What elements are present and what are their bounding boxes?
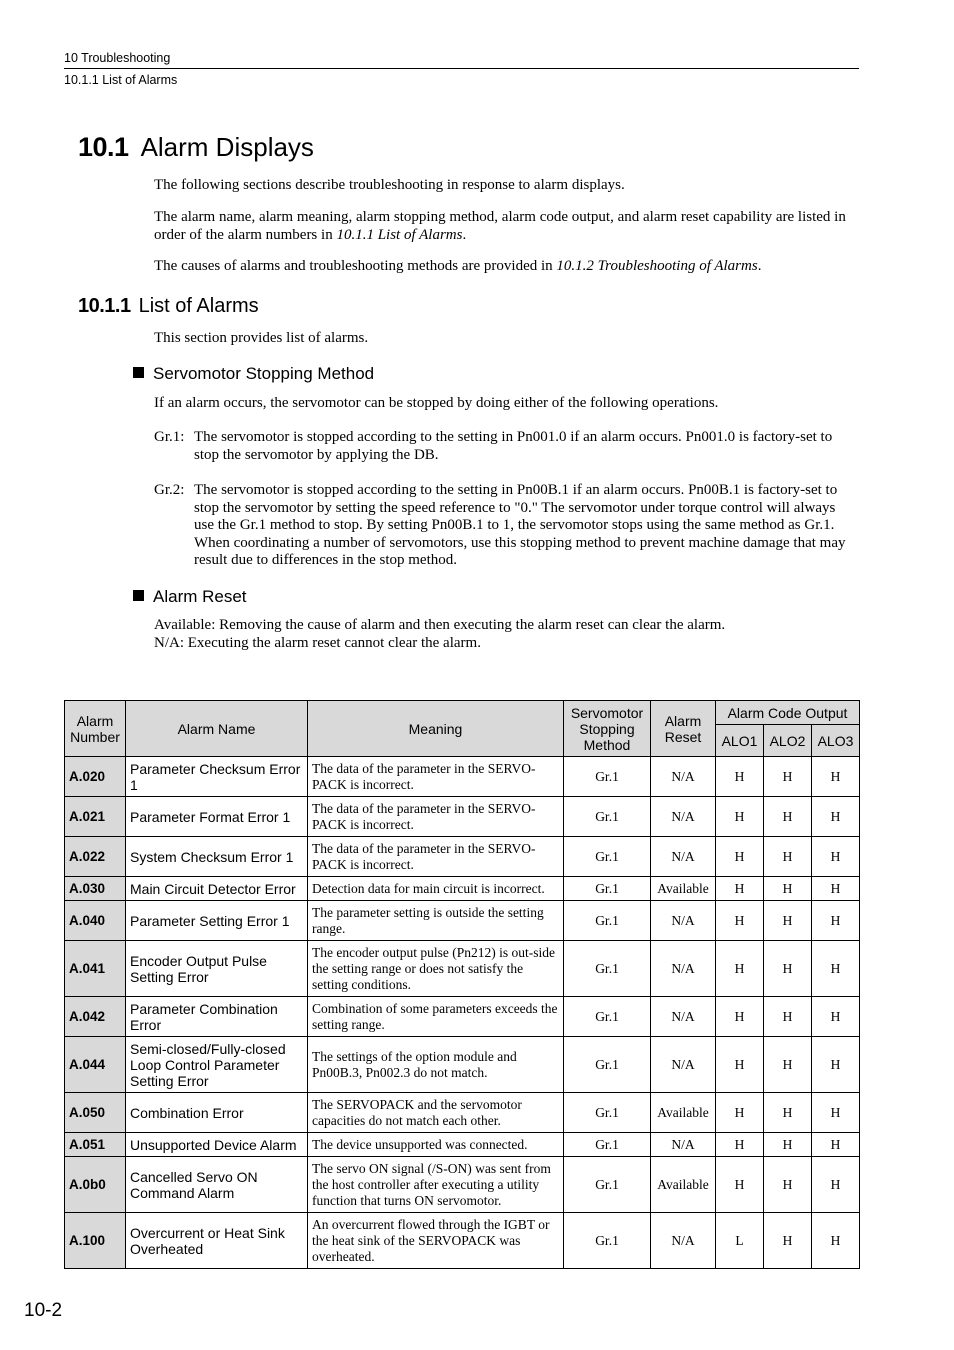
intro-paragraph-2: [154, 208, 859, 244]
alarm-reset-title: Alarm Reset: [153, 587, 247, 606]
stopping-method-title: Servomotor Stopping Method: [153, 364, 375, 383]
header-meaning: Meaning: [308, 701, 564, 757]
alarm-number-cell: A.044: [65, 1037, 126, 1093]
alo1-cell: H: [716, 1037, 764, 1093]
section-heading-title: Alarm Displays: [140, 132, 314, 162]
subsection-intro: This section provides list of alarms.: [154, 330, 369, 346]
alarm-number-cell: A.040: [65, 901, 126, 941]
table-row: [65, 877, 860, 901]
alarm-reset-cell: N/A: [651, 1133, 716, 1157]
alarm-reset-cell: N/A: [651, 757, 716, 797]
alo3-cell: H: [812, 901, 860, 941]
alo1-cell: H: [716, 837, 764, 877]
alarm-reset-cell: Available: [651, 877, 716, 901]
subsection-heading: [78, 295, 259, 318]
table-row: [65, 1093, 860, 1133]
alarm-number-cell: A.020: [65, 757, 126, 797]
stopping-method-cell: Gr.1: [564, 877, 651, 901]
header-alarm-code-output: Alarm Code Output: [716, 701, 860, 725]
alo3-cell: H: [812, 941, 860, 997]
alo1-cell: H: [716, 1157, 764, 1213]
intro-paragraph-3: [154, 257, 859, 275]
alarm-meaning-cell: The data of the parameter in the SERVO-PACK is incorrect.: [308, 757, 564, 797]
alarm-number-cell: A.042: [65, 997, 126, 1037]
alarm-name-cell: Main Circuit Detector Error: [126, 877, 308, 901]
alarm-reset-text: [154, 616, 859, 652]
alarm-name-cell: Cancelled Servo ON Command Alarm: [126, 1157, 308, 1213]
alo3-cell: H: [812, 877, 860, 901]
page-number: 10-2: [24, 1300, 63, 1321]
alarm-name-cell: Combination Error: [126, 1093, 308, 1133]
table-row: [65, 1037, 860, 1093]
alarm-table: [64, 700, 860, 1269]
alarm-reset-cell: N/A: [651, 837, 716, 877]
alarm-table-body: [65, 757, 860, 1269]
stopping-method-cell: Gr.1: [564, 941, 651, 997]
alarm-meaning-cell: The SERVOPACK and the servomotor capacities do not match each other.: [308, 1093, 564, 1133]
alo2-cell: H: [764, 877, 812, 901]
alo1-cell: H: [716, 1133, 764, 1157]
table-row: [65, 757, 860, 797]
alarm-meaning-cell: An overcurrent flowed through the IGBT or the heat sink of the SERVOPACK was overheated.: [308, 1213, 564, 1269]
header-alarm-reset: Alarm Reset: [651, 701, 716, 757]
intro-paragraph-2-end: .: [462, 227, 467, 243]
subsection-heading-number: 10.1.1: [78, 295, 131, 317]
alarm-reset-cell: N/A: [651, 901, 716, 941]
alarm-name-cell: Semi-closed/Fully-closed Loop Control Parameter Setting Error: [126, 1037, 308, 1093]
alarm-name-cell: Encoder Output Pulse Setting Error: [126, 941, 308, 997]
alarm-reset-cell: N/A: [651, 1037, 716, 1093]
alarm-meaning-cell: The data of the parameter in the SERVO-PACK is incorrect.: [308, 797, 564, 837]
alarm-number-cell: A.100: [65, 1213, 126, 1269]
alo3-cell: H: [812, 1213, 860, 1269]
alarm-reset-cell: Available: [651, 1093, 716, 1133]
header-alo1: ALO1: [716, 725, 764, 757]
running-head-section: 10.1.1 List of Alarms: [64, 73, 178, 87]
stopping-method-cell: Gr.1: [564, 837, 651, 877]
alarm-meaning-cell: The servo ON signal (/S-ON) was sent from the host controller after executing a utility function that turns ON servomotor.: [308, 1157, 564, 1213]
gr2-item: [154, 482, 859, 570]
alo2-cell: H: [764, 1133, 812, 1157]
header-alarm-number: Alarm Number: [65, 701, 126, 757]
bullet-square-icon: [133, 367, 144, 378]
alarm-table-header: [65, 701, 860, 757]
alarm-meaning-cell: The parameter setting is outside the setting range.: [308, 901, 564, 941]
alo2-cell: H: [764, 1093, 812, 1133]
stopping-method-cell: Gr.1: [564, 901, 651, 941]
alarm-name-cell: System Checksum Error 1: [126, 837, 308, 877]
stopping-method-cell: Gr.1: [564, 1157, 651, 1213]
stopping-method-cell: Gr.1: [564, 1133, 651, 1157]
alo1-cell: H: [716, 797, 764, 837]
table-row: [65, 837, 860, 877]
stopping-method-cell: Gr.1: [564, 1093, 651, 1133]
table-row: [65, 797, 860, 837]
stopping-method-cell: Gr.1: [564, 797, 651, 837]
header-alo2: ALO2: [764, 725, 812, 757]
header-alo3: ALO3: [812, 725, 860, 757]
alarm-reset-cell: N/A: [651, 941, 716, 997]
table-row: [65, 997, 860, 1037]
alarm-reset-cell: N/A: [651, 797, 716, 837]
cross-reference-troubleshooting: 10.1.2 Troubleshooting of Alarms: [556, 258, 758, 274]
alo3-cell: H: [812, 837, 860, 877]
stopping-method-cell: Gr.1: [564, 1037, 651, 1093]
alo2-cell: H: [764, 1157, 812, 1213]
alarm-name-cell: Parameter Format Error 1: [126, 797, 308, 837]
alo3-cell: H: [812, 997, 860, 1037]
gr1-item: [154, 429, 859, 464]
alo1-cell: H: [716, 997, 764, 1037]
alarm-meaning-cell: The settings of the option module and Pn00B.3, Pn002.3 do not match.: [308, 1037, 564, 1093]
alo2-cell: H: [764, 1037, 812, 1093]
intro-paragraph-3-end: .: [757, 258, 762, 274]
alo3-cell: H: [812, 757, 860, 797]
alarm-name-cell: Overcurrent or Heat Sink Overheated: [126, 1213, 308, 1269]
alarm-meaning-cell: The encoder output pulse (Pn212) is out-side the setting range or does not satisfy the setting conditions.: [308, 941, 564, 997]
table-row: [65, 1213, 860, 1269]
alo3-cell: H: [812, 1037, 860, 1093]
alarm-number-cell: A.022: [65, 837, 126, 877]
alarm-number-cell: A.050: [65, 1093, 126, 1133]
table-row: [65, 1157, 860, 1213]
subsection-heading-title: List of Alarms: [138, 295, 259, 317]
alo2-cell: H: [764, 901, 812, 941]
alo3-cell: H: [812, 1093, 860, 1133]
alo1-cell: H: [716, 877, 764, 901]
alarm-meaning-cell: The data of the parameter in the SERVO-PACK is incorrect.: [308, 837, 564, 877]
intro-paragraph-2-text: The alarm name, alarm meaning, alarm stopping method, alarm code output, and alarm reset capability are listed in order of the alarm numbers in: [154, 209, 846, 243]
table-row: [65, 1133, 860, 1157]
running-head-chapter: 10 Troubleshooting: [64, 50, 859, 69]
alarm-meaning-cell: Detection data for main circuit is incorrect.: [308, 877, 564, 901]
table-row: [65, 901, 860, 941]
gr2-text: The servomotor is stopped according to the setting in Pn00B.1 if an alarm occurs. Pn00B.1 is factory-set to stop the servomotor by setting the speed reference to "0." The servomotor under torque control will always use the Gr.1 method to stop. By setting Pn00B.1 to 1, the servomotor stops using the same method as Gr.1. When coordinating a number of servomotors, use this stopping method to prevent machine damage that may result due to differences in the stop method.: [194, 482, 846, 568]
alo3-cell: H: [812, 1133, 860, 1157]
alarm-reset-available: Available: Removing the cause of alarm and then executing the alarm reset can clear the alarm.: [154, 617, 726, 633]
alarm-meaning-cell: The device unsupported was connected.: [308, 1133, 564, 1157]
alarm-reset-cell: Available: [651, 1157, 716, 1213]
alarm-meaning-cell: Combination of some parameters exceeds the setting range.: [308, 997, 564, 1037]
alarm-number-cell: A.0b0: [65, 1157, 126, 1213]
intro-paragraph-1: The following sections describe troubleshooting in response to alarm displays.: [154, 177, 625, 193]
alarm-reset-heading: [133, 587, 247, 607]
alo3-cell: H: [812, 797, 860, 837]
alarm-number-cell: A.041: [65, 941, 126, 997]
alo2-cell: H: [764, 997, 812, 1037]
alo1-cell: L: [716, 1213, 764, 1269]
gr1-label: Gr.1:: [154, 429, 185, 445]
bullet-square-icon: [133, 590, 144, 601]
alarm-reset-cell: N/A: [651, 1213, 716, 1269]
alo2-cell: H: [764, 797, 812, 837]
alo2-cell: H: [764, 1213, 812, 1269]
gr1-text: The servomotor is stopped according to the setting in Pn001.0 if an alarm occurs. Pn001.0 is factory-set to stop the servomotor by applying the DB.: [194, 429, 833, 463]
header-stopping-method: Servomotor Stopping Method: [564, 701, 651, 757]
alarm-reset-cell: N/A: [651, 997, 716, 1037]
alarm-name-cell: Parameter Combination Error: [126, 997, 308, 1037]
section-heading: [78, 132, 314, 163]
table-row: [65, 941, 860, 997]
alo1-cell: H: [716, 1093, 764, 1133]
alo1-cell: H: [716, 901, 764, 941]
alo1-cell: H: [716, 757, 764, 797]
stopping-method-text: If an alarm occurs, the servomotor can be stopped by doing either of the following operations.: [154, 395, 719, 411]
stopping-method-cell: Gr.1: [564, 757, 651, 797]
alarm-number-cell: A.021: [65, 797, 126, 837]
stopping-method-cell: Gr.1: [564, 997, 651, 1037]
stopping-method-heading: [133, 364, 374, 384]
alo2-cell: H: [764, 757, 812, 797]
alarm-name-cell: Parameter Checksum Error 1: [126, 757, 308, 797]
alarm-number-cell: A.051: [65, 1133, 126, 1157]
alo2-cell: H: [764, 837, 812, 877]
intro-paragraph-3-text: The causes of alarms and troubleshooting methods are provided in: [154, 258, 557, 274]
header-alarm-name: Alarm Name: [126, 701, 308, 757]
alarm-reset-na: N/A: Executing the alarm reset cannot clear the alarm.: [154, 635, 481, 651]
alo1-cell: H: [716, 941, 764, 997]
gr2-label: Gr.2:: [154, 482, 185, 498]
alarm-name-cell: Unsupported Device Alarm: [126, 1133, 308, 1157]
alo2-cell: H: [764, 941, 812, 997]
alo3-cell: H: [812, 1157, 860, 1213]
alarm-name-cell: Parameter Setting Error 1: [126, 901, 308, 941]
running-head: [64, 50, 859, 89]
section-heading-number: 10.1: [78, 132, 129, 162]
stopping-method-cell: Gr.1: [564, 1213, 651, 1269]
alarm-number-cell: A.030: [65, 877, 126, 901]
cross-reference-list-of-alarms: 10.1.1 List of Alarms: [336, 227, 463, 243]
